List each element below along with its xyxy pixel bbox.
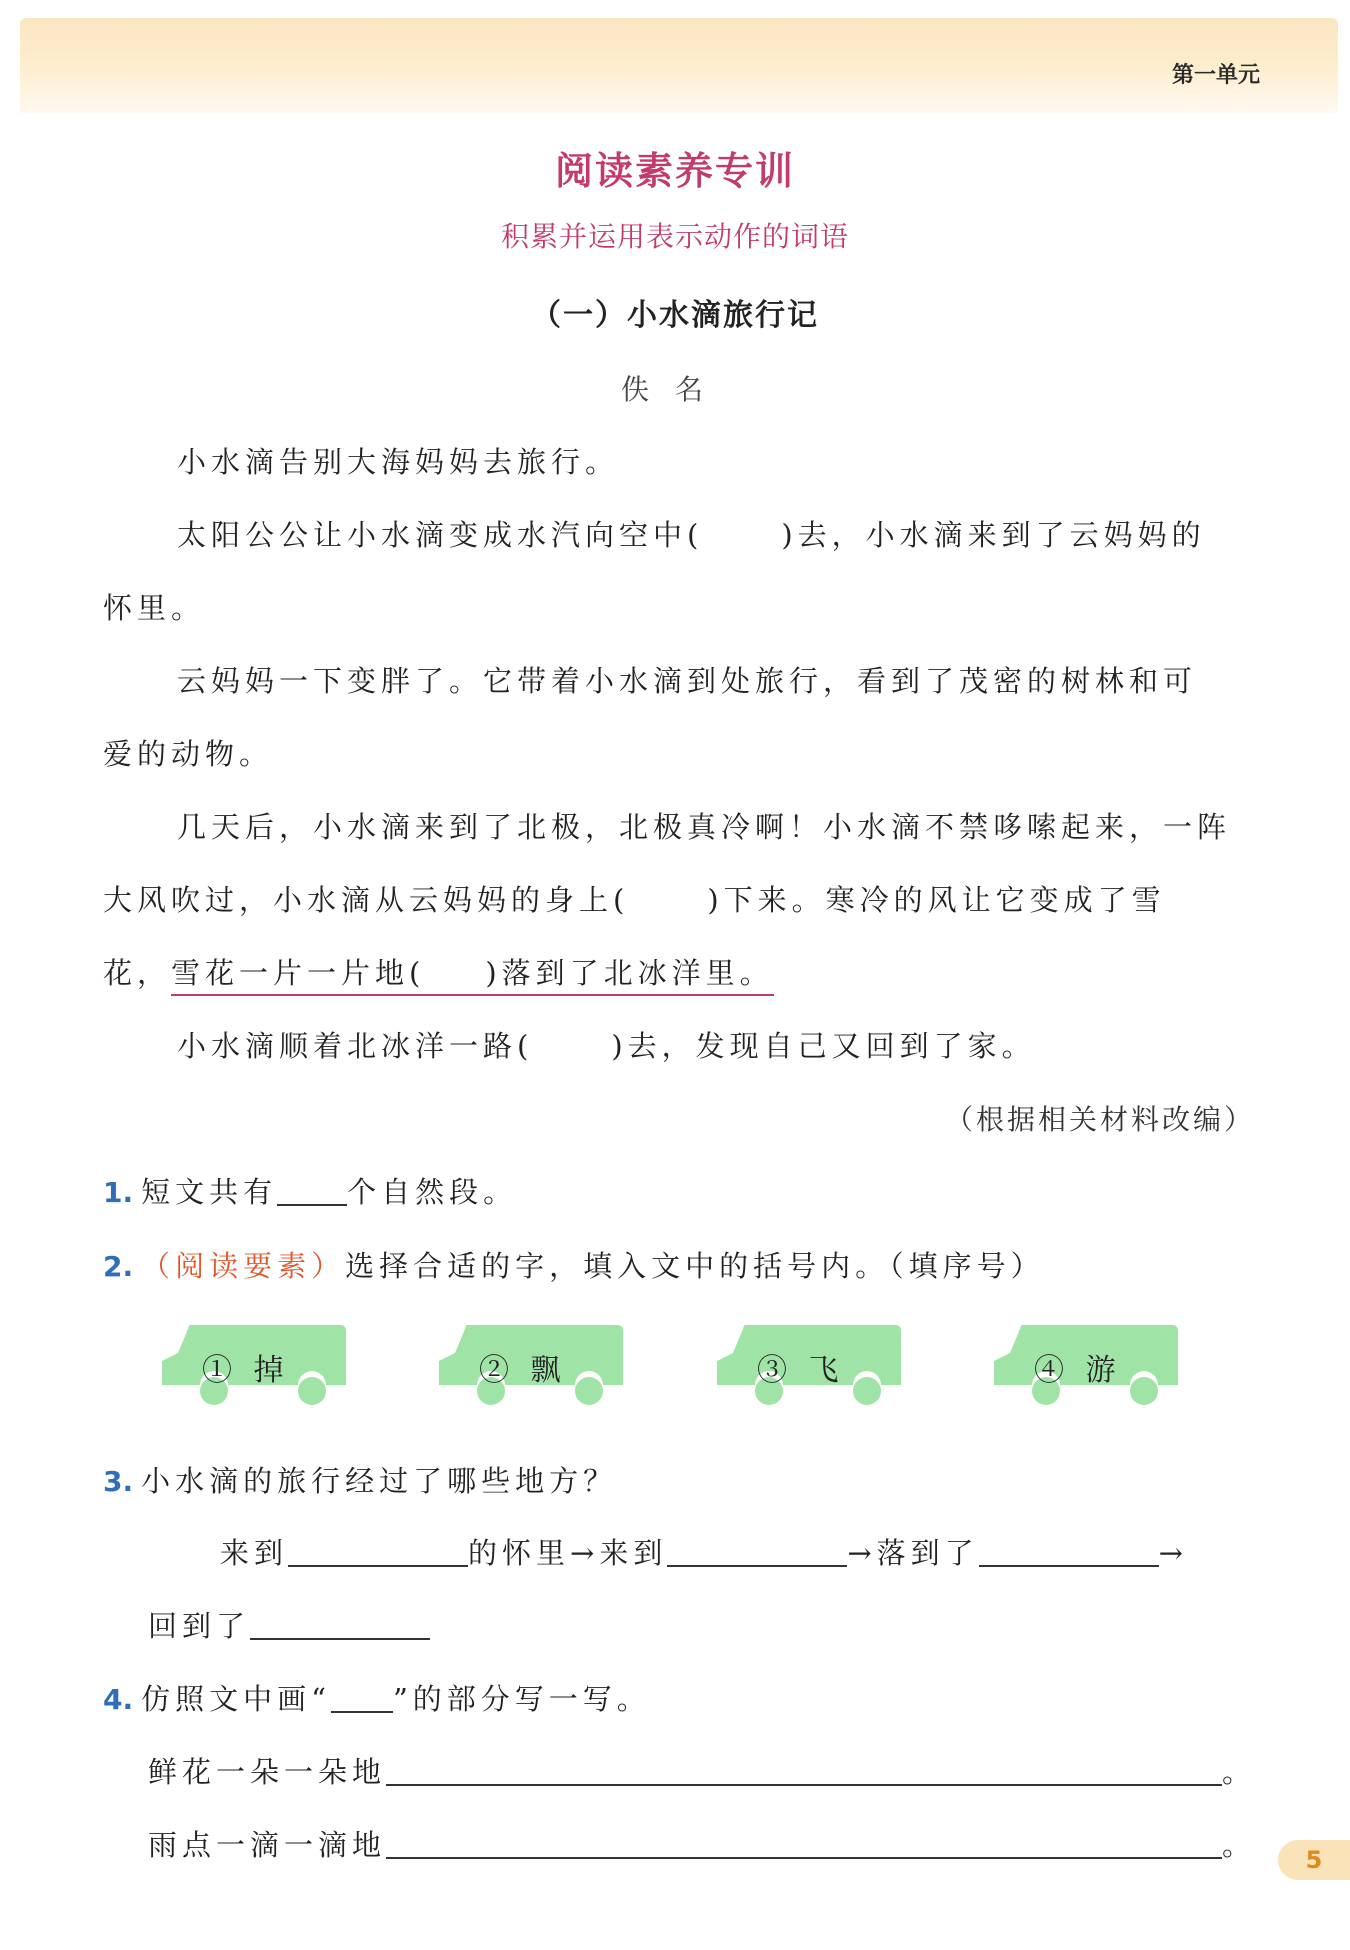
text: 短文共有 — [141, 1175, 278, 1209]
story-paragraph-4-line-2 — [103, 878, 1166, 919]
story-paragraph-5 — [177, 1024, 1036, 1065]
answer-line[interactable] — [288, 1539, 468, 1567]
text: 太阳公公让小水滴变成水汽向空中( — [177, 518, 704, 552]
text: 雪花一片一片地( — [171, 956, 426, 990]
text: 选择合适的字，填入文中的括号内。（填序号） — [345, 1249, 1045, 1283]
choice-truck-3 — [713, 1323, 903, 1409]
reading-element-tag: （阅读要素） — [141, 1249, 346, 1283]
subtitle: 积累并运用表示动作的词语 — [500, 220, 849, 253]
choice-truck-4 — [990, 1323, 1180, 1409]
header-band — [20, 18, 1338, 113]
question-4 — [103, 1677, 651, 1718]
question-3 — [103, 1459, 617, 1500]
text: )下来。寒冷的风让它变成了雪 — [707, 883, 1166, 917]
text: )落到了北冰洋里。 — [485, 956, 774, 990]
question-number: 4. — [103, 1683, 134, 1716]
question-1 — [103, 1170, 517, 1211]
story-title: （一）小水滴旅行记 — [531, 298, 819, 333]
text: 个自然段。 — [347, 1175, 518, 1209]
text: )去，发现自己又回到了家。 — [611, 1029, 1036, 1063]
text: 来到 — [220, 1536, 289, 1570]
text: 小水滴的旅行经过了哪些地方？ — [141, 1464, 618, 1498]
text: 花， — [103, 956, 172, 990]
source-note: （根据相关材料改编） — [944, 1103, 1255, 1136]
answer-line[interactable] — [979, 1539, 1159, 1567]
question-number: 3. — [103, 1465, 134, 1498]
text: 的怀里→来到 — [468, 1536, 668, 1570]
choice-label: ③ 飞 — [757, 1353, 845, 1388]
text: 小水滴顺着北冰洋一路( — [177, 1029, 534, 1063]
answer-line[interactable] — [386, 1758, 1222, 1786]
text: 鲜花一朵一朵地 — [148, 1755, 387, 1789]
choice-truck-1 — [158, 1323, 348, 1409]
choice-label: ① 掉 — [202, 1353, 290, 1388]
question-number: 2. — [103, 1250, 134, 1283]
choice-truck-2 — [435, 1323, 625, 1409]
story-paragraph-4-line-3 — [103, 951, 774, 992]
question-4-line-2 — [148, 1823, 1256, 1864]
answer-line[interactable] — [386, 1831, 1222, 1859]
section-title: 阅读素养专训 — [554, 149, 795, 193]
question-number: 1. — [103, 1176, 134, 1209]
choice-label: ④ 游 — [1034, 1353, 1122, 1388]
story-paragraph-1: 小水滴告别大海妈妈去旅行。 — [177, 445, 620, 479]
text: 回到了 — [148, 1609, 251, 1643]
question-4-line-1 — [148, 1750, 1256, 1791]
story-paragraph-2-line-1 — [177, 513, 1206, 554]
story-paragraph-3-line-2: 爱的动物。 — [103, 737, 274, 771]
arrow: → — [1158, 1536, 1188, 1570]
text: →落到了 — [847, 1536, 979, 1570]
text: ”的部分写一写。 — [392, 1682, 651, 1716]
text: )去，小水滴来到了云妈妈的 — [781, 518, 1206, 552]
story-paragraph-4-line-1: 几天后，小水滴来到了北极，北极真冷啊！小水滴不禁哆嗦起来，一阵 — [177, 810, 1232, 844]
answer-line[interactable] — [667, 1539, 847, 1567]
text: 仿照文中画“ — [141, 1682, 331, 1716]
story-paragraph-3-line-1: 云妈妈一下变胖了。它带着小水滴到处旅行，看到了茂密的树林和可 — [177, 664, 1198, 698]
text: 大风吹过，小水滴从云妈妈的身上( — [103, 883, 630, 917]
story-paragraph-2-line-2: 怀里。 — [103, 591, 206, 625]
choice-label: ② 飘 — [479, 1353, 567, 1388]
answer-line[interactable] — [277, 1178, 347, 1206]
unit-label: 第一单元 — [1171, 63, 1260, 88]
question-3-return — [148, 1604, 430, 1645]
text: 。 — [1222, 1755, 1257, 1789]
underlined-sentence — [171, 956, 774, 996]
answer-line[interactable] — [250, 1612, 430, 1640]
page-number: 5 — [1278, 1840, 1350, 1880]
question-2 — [103, 1244, 1045, 1285]
text: 。 — [1222, 1828, 1257, 1862]
text: 雨点一滴一滴地 — [148, 1828, 387, 1862]
underline-sample — [331, 1685, 393, 1713]
question-3-route — [220, 1531, 1188, 1572]
author: 佚名 — [620, 373, 729, 406]
